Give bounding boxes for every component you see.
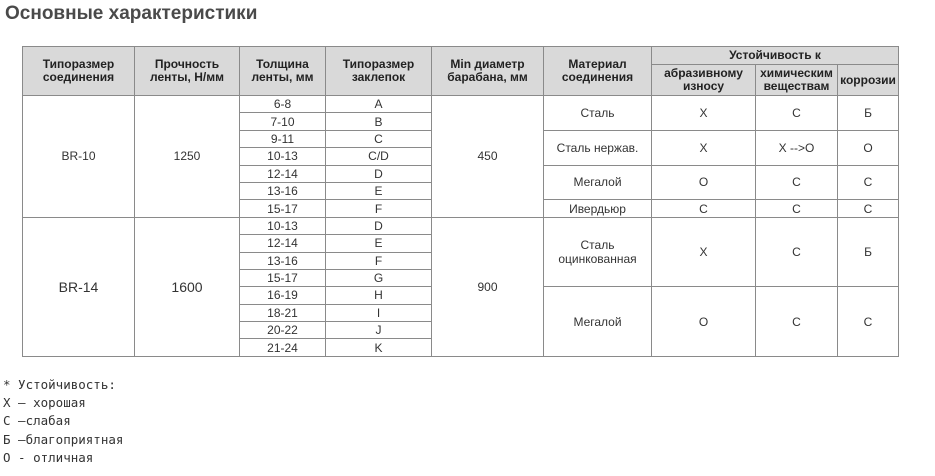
header-drum: Min диаметр барабана, мм [432, 47, 544, 96]
thickness-cell: 15-17 [240, 200, 326, 217]
header-material: Материал соединения [544, 47, 652, 96]
thickness-cell: 6-8 [240, 96, 326, 113]
rivet-cell: E [326, 182, 432, 199]
chemical-cell: C [756, 217, 838, 287]
rivet-cell: B [326, 113, 432, 130]
table-row [23, 217, 899, 234]
header-size: Типоразмер соединения [23, 47, 135, 96]
chemical-cell: C [756, 287, 838, 357]
header-rivets: Типоразмер заклепок [326, 47, 432, 96]
thickness-cell: 13-16 [240, 182, 326, 199]
chemical-cell: X -->O [756, 130, 838, 165]
header-strength: Прочность ленты, Н/мм [135, 47, 240, 96]
specs-table [22, 46, 899, 357]
thickness-cell: 15-17 [240, 269, 326, 286]
rivet-cell: E [326, 235, 432, 252]
material-cell: Сталь оцинкованная [544, 217, 652, 287]
material-cell: Сталь нержав. [544, 130, 652, 165]
drum-cell: 900 [432, 217, 544, 356]
material-cell: Ивердьюр [544, 200, 652, 217]
material-cell: Сталь [544, 96, 652, 131]
size-cell: BR-10 [23, 96, 135, 218]
abrasive-cell: C [652, 200, 756, 217]
note-line: X – хорошая [3, 395, 86, 411]
thickness-cell: 16-19 [240, 287, 326, 304]
rivet-cell: F [326, 252, 432, 269]
rivet-cell: K [326, 339, 432, 356]
rivet-cell: D [326, 165, 432, 182]
material-cell: Мегалой [544, 165, 652, 200]
strength-cell: 1250 [135, 96, 240, 218]
size-cell: BR-14 [23, 217, 135, 356]
header-resistance: Устойчивость к [652, 47, 899, 65]
strength-cell: 1600 [135, 217, 240, 356]
rivet-cell: I [326, 304, 432, 321]
note-line: O - отличная [3, 449, 94, 465]
corrosion-cell: C [838, 287, 899, 357]
table-row [23, 96, 899, 113]
legend-notes [3, 376, 123, 467]
abrasive-cell: X [652, 96, 756, 131]
abrasive-cell: X [652, 217, 756, 287]
drum-cell: 450 [432, 96, 544, 218]
rivet-cell: C/D [326, 148, 432, 165]
rivet-cell: F [326, 200, 432, 217]
note-title: * Устойчивость: [3, 377, 116, 392]
corrosion-cell: Б [838, 217, 899, 287]
note-line: Б –благоприятная [3, 431, 124, 447]
rivet-cell: D [326, 217, 432, 234]
thickness-cell: 13-16 [240, 252, 326, 269]
rivet-cell: H [326, 287, 432, 304]
header-corrosion: коррозии [838, 65, 899, 96]
thickness-cell: 9-11 [240, 130, 326, 147]
note-line: C –слабая [3, 413, 71, 429]
rivet-cell: A [326, 96, 432, 113]
corrosion-cell: C [838, 165, 899, 200]
corrosion-cell: C [838, 200, 899, 217]
header-abrasive: абразивному износу [652, 65, 756, 96]
chemical-cell: C [756, 200, 838, 217]
thickness-cell: 7-10 [240, 113, 326, 130]
page-title: Основные характеристики [5, 3, 258, 24]
header-thickness: Толщина ленты, мм [240, 47, 326, 96]
chemical-cell: C [756, 165, 838, 200]
header-chemical: химическим веществам [756, 65, 838, 96]
rivet-cell: G [326, 269, 432, 286]
chemical-cell: C [756, 96, 838, 131]
thickness-cell: 21-24 [240, 339, 326, 356]
abrasive-cell: X [652, 130, 756, 165]
rivet-cell: C [326, 130, 432, 147]
corrosion-cell: Б [838, 96, 899, 131]
corrosion-cell: O [838, 130, 899, 165]
thickness-cell: 10-13 [240, 148, 326, 165]
thickness-cell: 12-14 [240, 235, 326, 252]
thickness-cell: 12-14 [240, 165, 326, 182]
abrasive-cell: O [652, 287, 756, 357]
thickness-cell: 18-21 [240, 304, 326, 321]
thickness-cell: 10-13 [240, 217, 326, 234]
material-cell: Мегалой [544, 287, 652, 357]
rivet-cell: J [326, 322, 432, 339]
abrasive-cell: O [652, 165, 756, 200]
thickness-cell: 20-22 [240, 322, 326, 339]
